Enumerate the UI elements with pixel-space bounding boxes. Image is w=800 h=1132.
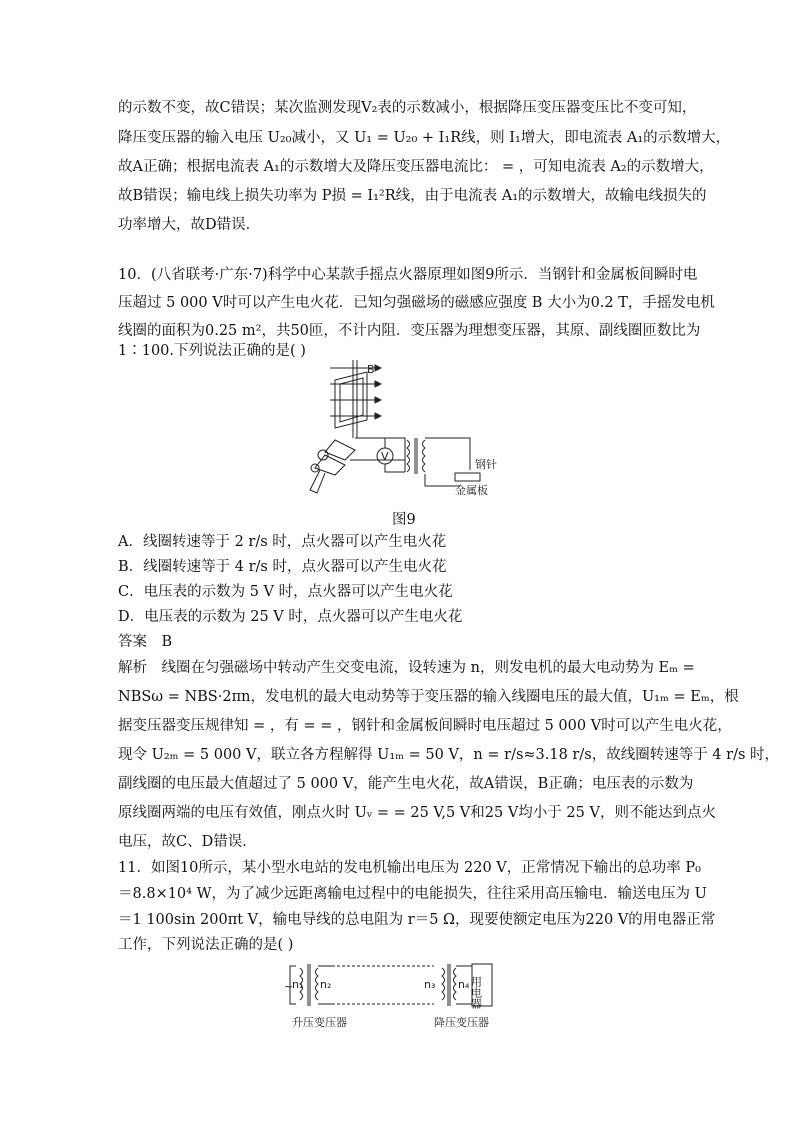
question-stem-line: 10．(八省联考·广东·7)科学中心某款手摇点火器原理如图9所示．当钢针和金属板间瞬时电 (118, 267, 698, 283)
label-V: V (381, 450, 389, 463)
svg-text:~: ~ (284, 980, 294, 993)
label-n3: n₃ (424, 978, 436, 991)
label-n2: n₂ (320, 978, 332, 991)
text-line: 故A正确；根据电流表 A₁的示数增大及降压变压器电流比： = ，可知电流表 A₂的示数增大， (118, 159, 714, 175)
option-c: C．电压表的示数为 5 V 时，点火器可以产生电火花 (118, 584, 453, 600)
label-step-up: 升压变压器 (292, 1016, 347, 1029)
question-stem-line: 11．如图10所示，某小型水电站的发电机输出电压为 220 V，正常情况下输出的总功率 P₀ (118, 860, 701, 876)
label-n1: n₁ (292, 978, 304, 991)
label-plate: 金属板 (455, 484, 488, 497)
text-line: 故B错误；输电线上损失功率为 P损 = I₁²R线，由于电流表 A₁的示数增大，故输电线损失的 (118, 188, 707, 204)
question-stem-line: 工作，下列说法正确的是( ) (118, 937, 294, 953)
text-line: 降压变压器的输入电压 U₂₀减小，又 U₁ = U₂₀ + I₁R线，则 I₁增大，即电流表 A₁的示数增大， (118, 130, 731, 146)
analysis-line: 副线圈的电压最大值超过了 5 000 V，能产生电火花，故A错误，B正确；电压表的示数为 (118, 776, 694, 792)
analysis-line: 现令 U₂ₘ = 5 000 V，联立各方程解得 U₁ₘ = 50 V，n = r/s≈3.18 r/s，故线圈转速等于 4 r/s 时， (118, 747, 780, 763)
label-B: B (367, 363, 375, 376)
option-a: A．线圈转速等于 2 r/s 时，点火器可以产生电火花 (118, 534, 447, 550)
option-b: B．线圈转速等于 4 r/s 时，点火器可以产生电火花 (118, 559, 447, 575)
text-line: 功率增大，故D错误． (118, 217, 261, 233)
question-stem-line: 1∶100.下列说法正确的是( ) (118, 343, 306, 359)
question-stem-line: 压超过 5 000 V时可以产生电火花．已知匀强磁场的磁感应强度 B 大小为0.2 T，手摇发电机 (118, 295, 715, 311)
analysis-line: 电压，故C、D错误． (118, 834, 257, 850)
label-needle: 钢针 (475, 458, 497, 471)
label-device: 用电器 (469, 976, 483, 1009)
figure-9-igniter-diagram (295, 360, 500, 500)
question-stem-line: ＝8.8×10⁴ W，为了减少远距离输电过程中的电能损失，往往采用高压输电．输送电压为 U (118, 886, 707, 902)
analysis-line: 原线圈两端的电压有效值，刚点火时 Uᵥ = = 25 V,5 V和25 V均小于 25 V，则不能达到点火 (118, 805, 716, 821)
analysis-line: NBSω = NBS·2πn，发电机的最大电动势等于变压器的输入线圈电压的最大值，U₁ₘ = Eₘ，根 (118, 689, 739, 705)
option-d: D．电压表的示数为 25 V 时，点火器可以产生电火花 (118, 609, 463, 625)
question-stem-line: 线圈的面积为0.25 m²，共50匝，不计内阻．变压器为理想变压器，其原、副线圈匝数比为 (118, 323, 701, 339)
analysis-line: 据变压器变压规律知 = ，有 = = ，钢针和金属板间瞬时电压超过 5 000 V时可以产生电火花， (118, 718, 732, 734)
label-n4: n₄ (458, 978, 470, 991)
label-step-down: 降压变压器 (434, 1016, 489, 1029)
figure-10-transmission-diagram (284, 960, 506, 1032)
analysis-line: 解析 线圈在匀强磁场中转动产生交变电流，设转速为 n，则发电机的最大电动势为 Eₘ = (118, 660, 695, 676)
figure-caption: 图9 (392, 512, 416, 528)
question-stem-line: ＝1 100sin 200πt V，输电导线的总电阻为 r＝5 Ω，现要使额定电压为220 V的用电器正常 (118, 912, 716, 928)
answer: 答案 B (118, 634, 173, 650)
text-line: 的示数不变，故C错误；某次监测发现V₂表的示数减小，根据降压变压器变压比不变可知， (118, 100, 697, 116)
